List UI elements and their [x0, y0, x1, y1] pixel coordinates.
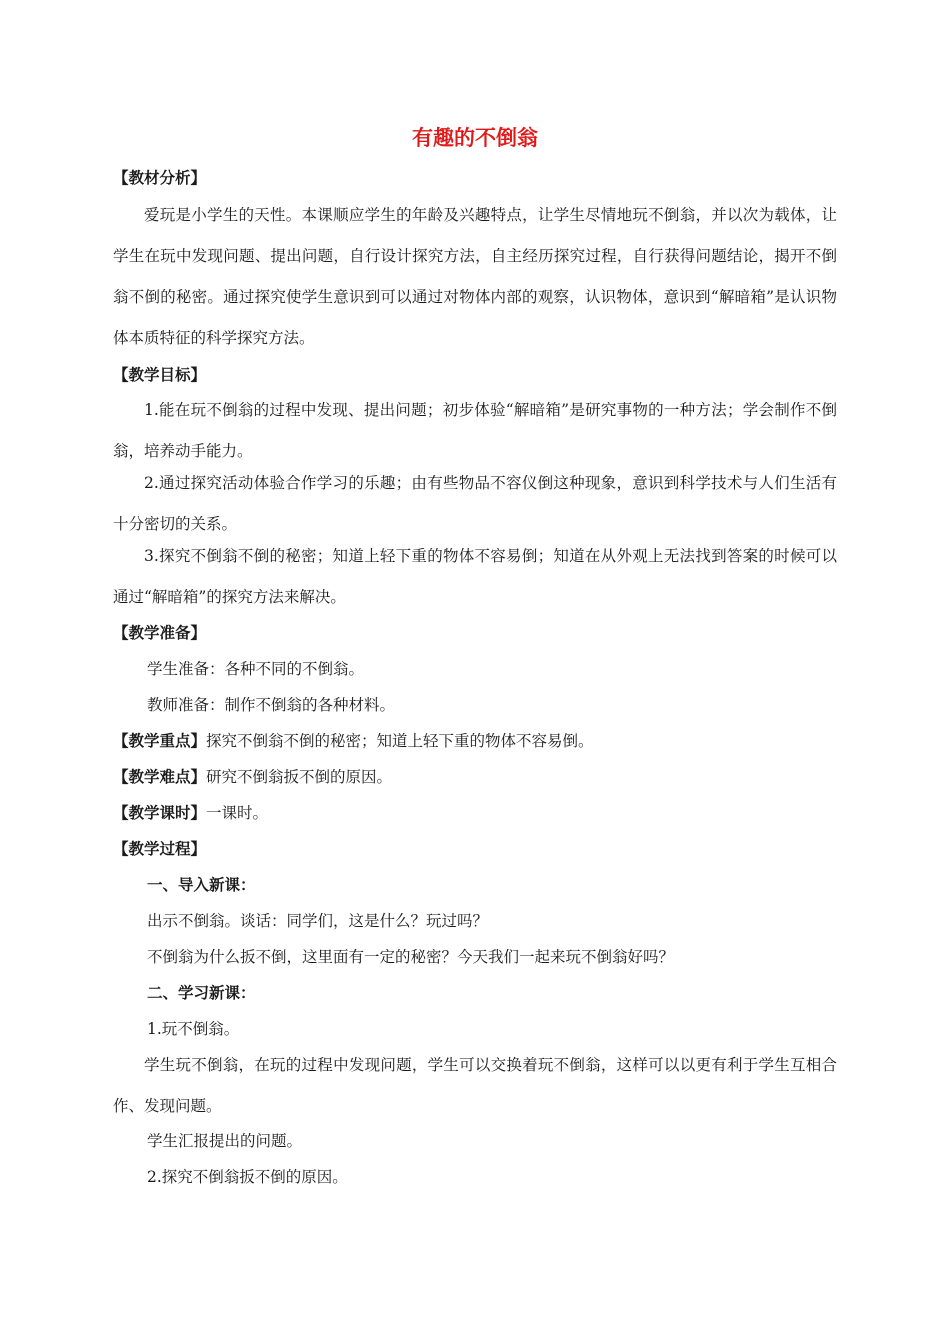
document-title: 有趣的不倒翁 [412, 126, 538, 150]
goals-heading: 【教学目标】 [113, 366, 207, 384]
section-2-item-2: 2.探究不倒翁扳不倒的原因。 [147, 1168, 348, 1186]
analysis-heading: 【教材分析】 [113, 169, 207, 187]
difficulty-label: 【教学难点】 [113, 768, 207, 786]
period-label: 【教学课时】 [113, 804, 207, 822]
period-text: 一课时。 [206, 804, 269, 822]
difficulty-text: 研究不倒翁扳不倒的原因。 [206, 768, 393, 786]
period-line [113, 795, 837, 831]
section-2-heading: 二、学习新课： [147, 984, 256, 1002]
focus-label: 【教学重点】 [113, 732, 207, 750]
goal-item-1: 1.能在玩不倒翁的过程中发现、提出问题；初步体验“解暗箱”是研究事物的一种方法；学会制作不倒翁，培养动手能力。 [113, 401, 837, 460]
section-2-report: 学生汇报提出的问题。 [147, 1132, 303, 1150]
section-2-item-1: 1.玩不倒翁。 [147, 1020, 240, 1038]
goal-item-3: 3.探究不倒翁不倒的秘密；知道上轻下重的物体不容易倒；知道在从外观上无法找到答案的时候可以通过“解暗箱”的探究方法来解决。 [113, 547, 837, 606]
section-1-heading: 一、导入新课： [147, 876, 256, 894]
document-body [113, 160, 837, 1195]
section-1-line-2: 不倒翁为什么扳不倒，这里面有一定的秘密？今天我们一起来玩不倒翁好吗？ [147, 948, 675, 966]
focus-line [113, 723, 837, 759]
process-heading: 【教学过程】 [113, 840, 207, 858]
difficulty-line [113, 759, 837, 795]
section-2-paragraph: 学生玩不倒翁，在玩的过程中发现问题，学生可以交换着玩不倒翁，这样可以以更有利于学生互相合作、发现问题。 [113, 1056, 837, 1115]
prep-teacher: 教师准备：制作不倒翁的各种材料。 [147, 696, 396, 714]
section-1-line-1: 出示不倒翁。谈话：同学们，这是什么？玩过吗？ [147, 912, 489, 930]
prep-student: 学生准备：各种不同的不倒翁。 [147, 660, 365, 678]
focus-text: 探究不倒翁不倒的秘密；知道上轻下重的物体不容易倒。 [206, 732, 594, 750]
goal-item-2: 2.通过探究活动体验合作学习的乐趣；由有些物品不容仪倒这种现象，意识到科学技术与人们生活有十分密切的关系。 [113, 474, 837, 533]
prep-heading: 【教学准备】 [113, 624, 207, 642]
analysis-paragraph: 爱玩是小学生的天性。本课顺应学生的年龄及兴趣特点，让学生尽情地玩不倒翁，并以次为载体，让学生在玩中发现问题、提出问题，自行设计探究方法，自主经历探究过程，自行获得问题结论，揭开不倒翁不倒的秘密。通过探究使学生意识到可以通过对物体内部的观察，认识物体，意识到“解暗箱”是认识物体本质特征的科学探究方法。 [113, 206, 837, 347]
